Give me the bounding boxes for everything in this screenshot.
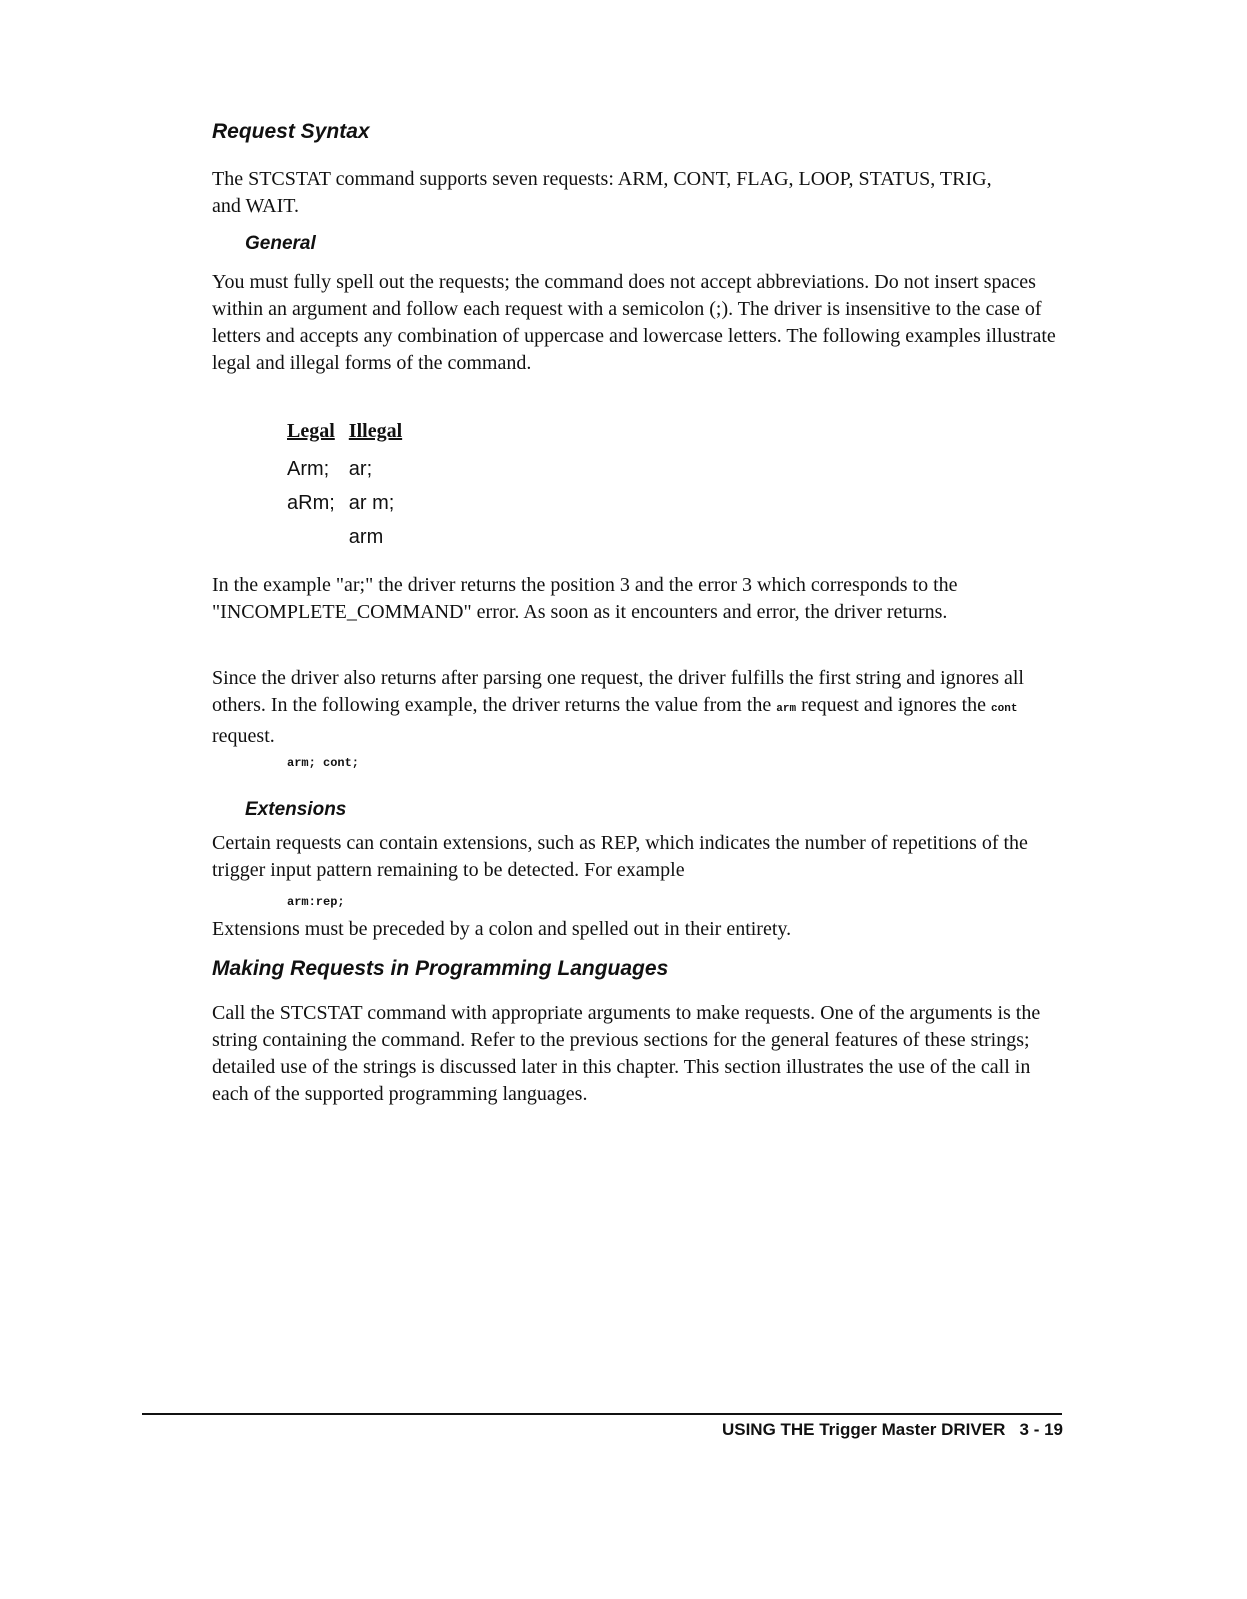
- paragraph-general-3-end: request.: [212, 725, 275, 747]
- heading-general: General: [245, 233, 316, 254]
- paragraph-request-syntax-intro: The STCSTAT command supports seven requests: ARM, CONT, FLAG, LOOP, STATUS, TRIG, and WAIT.: [212, 168, 992, 217]
- table-cell-legal: Arm;: [287, 457, 330, 480]
- table-header-legal: Legal: [287, 420, 335, 442]
- inline-code-cont: cont: [991, 703, 1018, 715]
- code-example-arm-cont: arm; cont;: [287, 756, 360, 770]
- table-row: [287, 520, 416, 554]
- footer-rule: [142, 1413, 1062, 1415]
- heading-making-requests: Making Requests in Programming Languages: [212, 957, 669, 980]
- table-row: [287, 452, 416, 486]
- paragraph-general-2: In the example "ar;" the driver returns the position 3 and the error 3 which corresponds to the "INCOMPLETE_COMMAND" error. As soon as it encounters and error, the driver returns.: [212, 574, 958, 623]
- footer-title: USING THE Trigger Master DRIVER: [721, 1420, 1006, 1439]
- paragraph-general-3-lead: Since the driver also returns after parsing one request, the driver fulfills the first string and ignores all others. In the following example, the driver returns the value from the: [212, 667, 1024, 716]
- paragraph-general-3-mid: request and ignores the: [796, 694, 992, 716]
- heading-extensions: Extensions: [245, 799, 347, 820]
- paragraph-extensions-2: Extensions must be preceded by a colon and spelled out in their entirety.: [212, 918, 792, 940]
- paragraph-making-requests: Call the STCSTAT command with appropriate arguments to make requests. One of the arguments is the string containing the command. Refer to the previous sections for the general features of these strings; detailed use of the strings is discussed later in this chapter. This section illustrates the use of the call in each of the supported programming languages.: [212, 1002, 1041, 1105]
- table-cell-illegal: ar m;: [348, 491, 395, 514]
- table-cell-legal: aRm;: [287, 491, 335, 514]
- inline-code-arm: arm: [776, 703, 797, 715]
- legal-illegal-table: [287, 418, 416, 554]
- table-cell-legal: [287, 520, 349, 554]
- table-row: [287, 486, 416, 520]
- table-header-illegal: Illegal: [348, 420, 403, 442]
- table-cell-illegal: ar;: [348, 457, 373, 480]
- page-footer: [722, 1420, 1063, 1440]
- code-example-arm-rep: arm:rep;: [287, 895, 345, 909]
- paragraph-extensions-1: Certain requests can contain extensions, such as REP, which indicates the number of repetitions of the trigger input pattern remaining to be detected. For example: [212, 832, 1028, 881]
- paragraph-general-1: You must fully spell out the requests; the command does not accept abbreviations. Do not insert spaces within an argument and follow each request with a semicolon (;). The driver is insensitive to the case of letters and accepts any combination of uppercase and lowercase letters. The following examples illustrate legal and illegal forms of the command.: [212, 271, 1056, 374]
- table-cell-illegal: arm: [348, 525, 384, 548]
- paragraph-general-3: [212, 665, 1062, 750]
- page-number: 3 - 19: [1019, 1420, 1063, 1439]
- heading-request-syntax: Request Syntax: [212, 120, 370, 143]
